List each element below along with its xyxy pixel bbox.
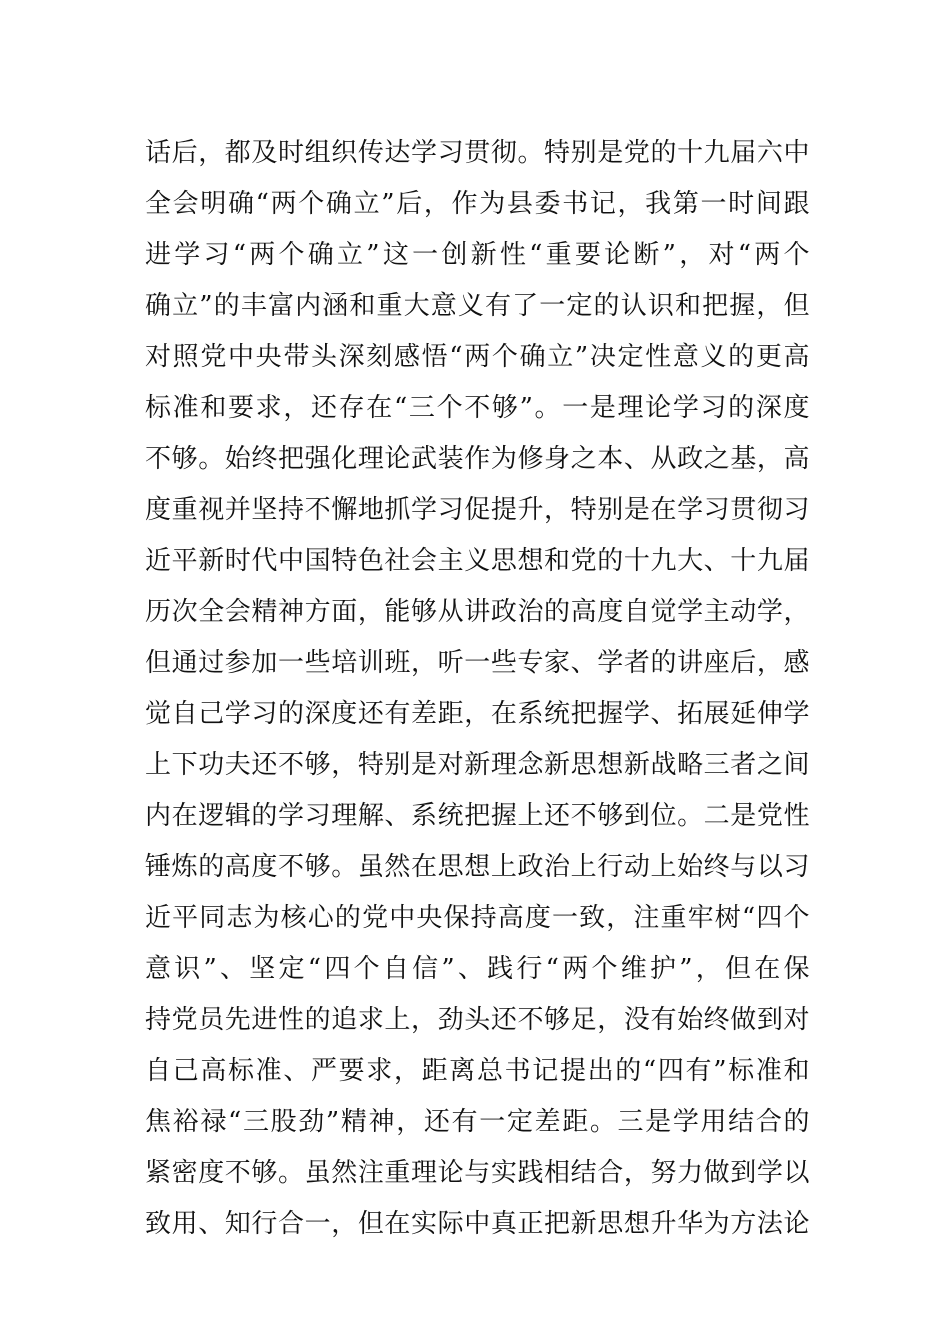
text-line: 意识”、坚定“四个自信”、践行“两个维护”，但在保 (145, 954, 810, 984)
text-line: 度重视并坚持不懈地抓学习促提升，特别是在学习贯彻习 (145, 495, 810, 525)
text-line: 自己高标准、严要求，距离总书记提出的“四有”标准和 (145, 1056, 810, 1086)
text-line: 锤炼的高度不够。虽然在思想上政治上行动上始终与以习 (145, 852, 810, 882)
text-line: 但通过参加一些培训班，听一些专家、学者的讲座后，感 (145, 648, 810, 678)
text-line: 进学习“两个确立”这一创新性“重要论断”，对“两个 (145, 240, 810, 270)
text-line: 近平同志为核心的党中央保持高度一致，注重牢树“四个 (145, 903, 810, 933)
text-line: 标准和要求，还存在“三个不够”。一是理论学习的深度 (145, 393, 810, 423)
body-paragraph (145, 128, 810, 1250)
text-line: 致用、知行合一，但在实际中真正把新思想升华为方法论 (145, 1209, 810, 1239)
text-line: 内在逻辑的学习理解、系统把握上还不够到位。二是党性 (145, 801, 810, 831)
text-line: 话后，都及时组织传达学习贯彻。特别是党的十九届六中 (145, 138, 810, 168)
text-line: 全会明确“两个确立”后，作为县委书记，我第一时间跟 (145, 189, 810, 219)
text-line: 持党员先进性的追求上，劲头还不够足，没有始终做到对 (145, 1005, 810, 1035)
text-line: 觉自己学习的深度还有差距，在系统把握学、拓展延伸学 (145, 699, 810, 729)
text-line: 确立”的丰富内涵和重大意义有了一定的认识和把握，但 (145, 291, 810, 321)
text-line: 上下功夫还不够，特别是对新理念新思想新战略三者之间 (145, 750, 810, 780)
text-line: 近平新时代中国特色社会主义思想和党的十九大、十九届 (145, 546, 810, 576)
text-line: 对照党中央带头深刻感悟“两个确立”决定性意义的更高 (145, 342, 810, 372)
text-line: 紧密度不够。虽然注重理论与实践相结合，努力做到学以 (145, 1158, 810, 1188)
text-line: 历次全会精神方面，能够从讲政治的高度自觉学主动学， (145, 597, 810, 627)
text-line: 焦裕禄“三股劲”精神，还有一定差距。三是学用结合的 (145, 1107, 810, 1137)
text-line: 不够。始终把强化理论武装作为修身之本、从政之基，高 (145, 444, 810, 474)
